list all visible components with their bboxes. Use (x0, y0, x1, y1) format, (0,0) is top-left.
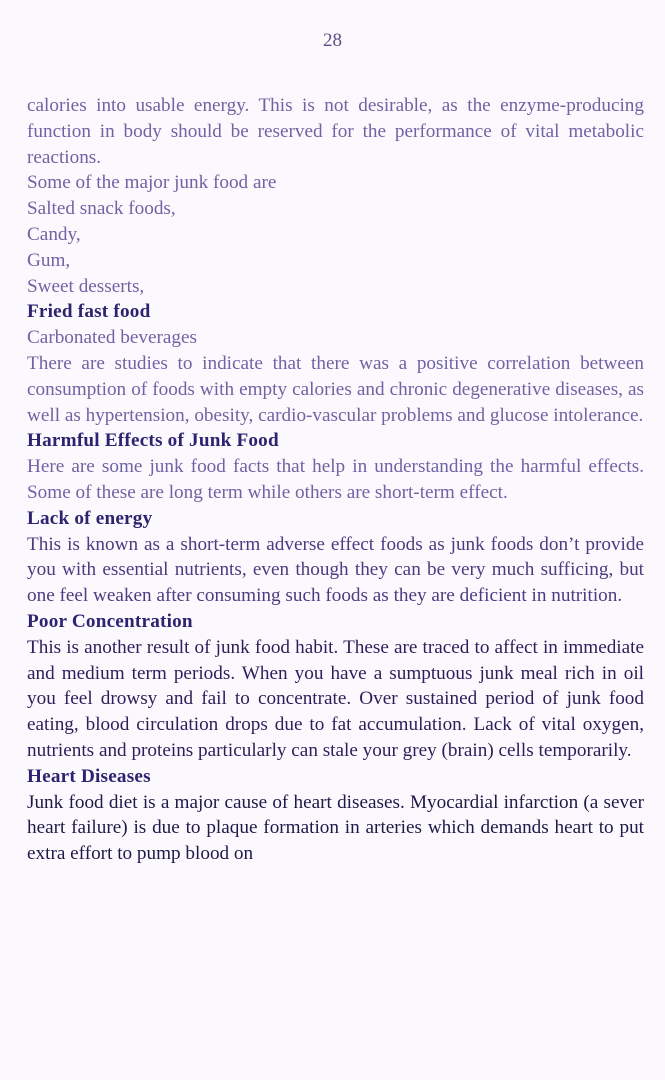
list-item-salted-snacks: Salted snack foods, (27, 198, 176, 220)
list-intro: Some of the major junk food are (27, 172, 277, 194)
paragraph-junk-food-facts: Here are some junk food facts that help in understanding the harmful effects. Some of these are long term while others are short-term effect. (27, 456, 644, 503)
paragraph-lack-of-energy: This is known as a short-term adverse effect foods as junk foods don’t provide you with essential nutrients, even though they can be very much sufficing, but one feel weaken after consuming such foods as they are deficient in nutrition. (27, 533, 644, 607)
heading-heart-diseases: Heart Diseases (27, 765, 151, 787)
heading-fried-fast-food: Fried fast food (27, 301, 151, 323)
list-item-carbonated-beverages: Carbonated beverages (27, 327, 197, 349)
paragraph-heart-diseases: Junk food diet is a major cause of heart diseases. Myocardial infarction (a sever heart failure) is due to plaque formation in arteries which demands heart to put extra effort to pump blood on (27, 791, 644, 865)
heading-harmful-effects: Harmful Effects of Junk Food (27, 430, 279, 452)
list-item-candy: Candy, (27, 223, 81, 245)
page-content (27, 93, 644, 867)
paragraph-poor-concentration: This is another result of junk food habit. These are traced to affect in immediate and medium term periods. When you have a sumptuous junk meal rich in oil you feel drowsy and fail to concentrate. Over sustained period of junk food eating, blood circulation drops due to fat accumulation. Lack of vital oxygen, nutrients and proteins particularly can stale your grey (brain) cells temporarily. (27, 636, 644, 761)
heading-lack-of-energy: Lack of energy (27, 507, 153, 529)
page-number: 28 (323, 30, 342, 51)
paragraph-studies: There are studies to indicate that there was a positive correlation between consumption of foods with empty calories and chronic degenerative diseases, as well as hypertension, obesity, cardio-vascular problems and glucose intolerance. (27, 352, 644, 426)
heading-poor-concentration: Poor Concentration (27, 610, 193, 632)
list-item-gum: Gum, (27, 249, 71, 271)
paragraph-enzyme: calories into usable energy. This is not desirable, as the enzyme-producing function in body should be reserved for the performance of vital metabolic reactions. (27, 95, 644, 168)
list-item-sweet-desserts: Sweet desserts, (27, 275, 145, 297)
